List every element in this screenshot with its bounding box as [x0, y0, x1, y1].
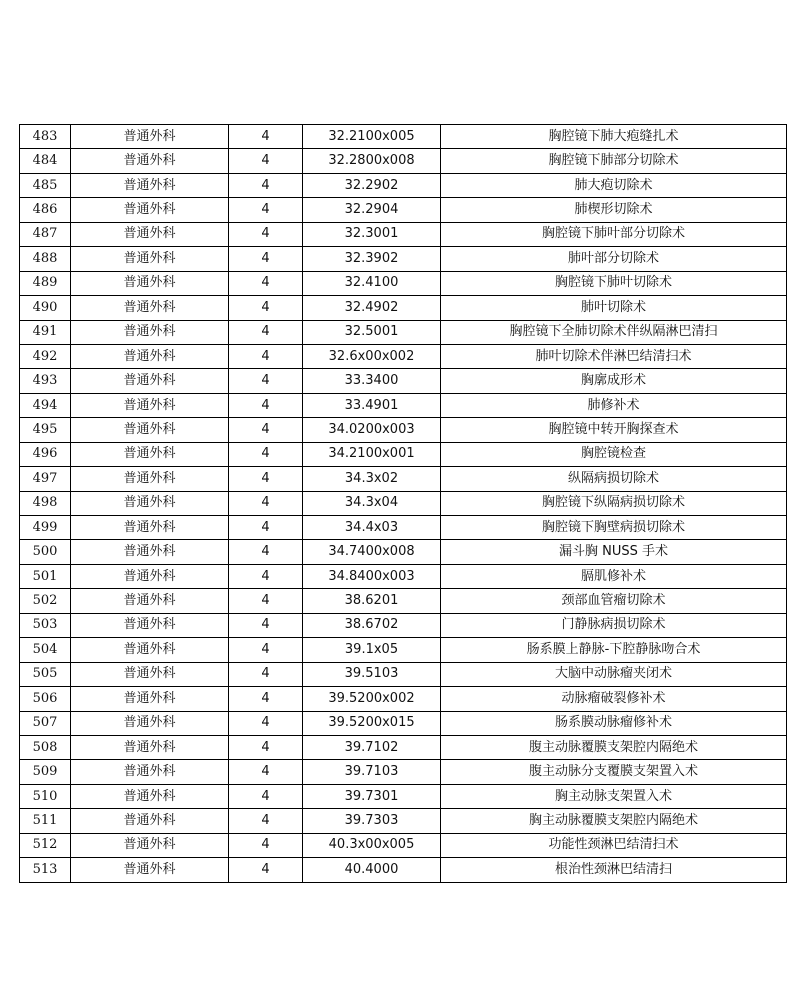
row-index-cell: 492 [20, 344, 71, 368]
row-index-cell: 494 [20, 393, 71, 417]
department-cell: 普通外科 [71, 125, 229, 149]
procedure-name-cell: 肺楔形切除术 [441, 198, 787, 222]
procedure-name-cell: 胸廓成形术 [441, 369, 787, 393]
procedure-code-cell: 32.2904 [303, 198, 441, 222]
procedure-table-body [20, 125, 787, 883]
row-index-cell: 507 [20, 711, 71, 735]
procedure-name-cell: 门静脉病损切除术 [441, 613, 787, 637]
grade-cell: 4 [229, 540, 303, 564]
table-row [20, 760, 787, 784]
procedure-name-cell: 胸腔镜中转开胸探查术 [441, 418, 787, 442]
row-index-cell: 483 [20, 125, 71, 149]
procedure-name-cell: 颈部血管瘤切除术 [441, 589, 787, 613]
table-row [20, 809, 787, 833]
procedure-code-cell: 33.3400 [303, 369, 441, 393]
department-cell: 普通外科 [71, 393, 229, 417]
department-cell: 普通外科 [71, 149, 229, 173]
grade-cell: 4 [229, 589, 303, 613]
department-cell: 普通外科 [71, 222, 229, 246]
table-row [20, 589, 787, 613]
procedure-name-cell: 肺叶切除术伴淋巴结清扫术 [441, 344, 787, 368]
grade-cell: 4 [229, 491, 303, 515]
table-row [20, 467, 787, 491]
procedure-code-cell: 32.2100x005 [303, 125, 441, 149]
row-index-cell: 506 [20, 687, 71, 711]
row-index-cell: 512 [20, 833, 71, 857]
grade-cell: 4 [229, 809, 303, 833]
table-row [20, 418, 787, 442]
row-index-cell: 488 [20, 247, 71, 271]
table-row [20, 638, 787, 662]
table-row [20, 125, 787, 149]
row-index-cell: 485 [20, 173, 71, 197]
grade-cell: 4 [229, 271, 303, 295]
procedure-code-cell: 34.3x04 [303, 491, 441, 515]
procedure-code-cell: 39.5200x015 [303, 711, 441, 735]
grade-cell: 4 [229, 418, 303, 442]
table-row [20, 369, 787, 393]
row-index-cell: 489 [20, 271, 71, 295]
procedure-code-cell: 39.5103 [303, 662, 441, 686]
row-index-cell: 486 [20, 198, 71, 222]
table-row [20, 320, 787, 344]
grade-cell: 4 [229, 149, 303, 173]
procedure-name-cell: 纵隔病损切除术 [441, 467, 787, 491]
procedure-code-cell: 32.2800x008 [303, 149, 441, 173]
department-cell: 普通外科 [71, 540, 229, 564]
procedure-code-cell: 34.7400x008 [303, 540, 441, 564]
procedure-code-cell: 32.3001 [303, 222, 441, 246]
procedure-code-cell: 34.4x03 [303, 516, 441, 540]
row-index-cell: 511 [20, 809, 71, 833]
procedure-name-cell: 胸腔镜下纵隔病损切除术 [441, 491, 787, 515]
table-row [20, 711, 787, 735]
row-index-cell: 484 [20, 149, 71, 173]
procedure-code-cell: 40.4000 [303, 858, 441, 882]
department-cell: 普通外科 [71, 516, 229, 540]
grade-cell: 4 [229, 784, 303, 808]
grade-cell: 4 [229, 442, 303, 466]
row-index-cell: 501 [20, 564, 71, 588]
row-index-cell: 490 [20, 296, 71, 320]
procedure-code-cell: 34.8400x003 [303, 564, 441, 588]
table-row [20, 296, 787, 320]
procedure-code-cell: 39.7303 [303, 809, 441, 833]
procedure-name-cell: 肠系膜上静脉-下腔静脉吻合术 [441, 638, 787, 662]
department-cell: 普通外科 [71, 638, 229, 662]
table-row [20, 613, 787, 637]
grade-cell: 4 [229, 638, 303, 662]
table-row [20, 173, 787, 197]
table-row [20, 491, 787, 515]
procedure-code-cell: 34.3x02 [303, 467, 441, 491]
department-cell: 普通外科 [71, 271, 229, 295]
table-row [20, 198, 787, 222]
table-row [20, 833, 787, 857]
department-cell: 普通外科 [71, 320, 229, 344]
grade-cell: 4 [229, 369, 303, 393]
grade-cell: 4 [229, 320, 303, 344]
department-cell: 普通外科 [71, 809, 229, 833]
grade-cell: 4 [229, 735, 303, 759]
department-cell: 普通外科 [71, 467, 229, 491]
department-cell: 普通外科 [71, 491, 229, 515]
row-index-cell: 493 [20, 369, 71, 393]
grade-cell: 4 [229, 662, 303, 686]
procedure-name-cell: 根治性颈淋巴结清扫 [441, 858, 787, 882]
procedure-name-cell: 胸腔镜下肺部分切除术 [441, 149, 787, 173]
procedure-name-cell: 胸腔镜下肺大疱缝扎术 [441, 125, 787, 149]
department-cell: 普通外科 [71, 833, 229, 857]
grade-cell: 4 [229, 833, 303, 857]
table-row [20, 564, 787, 588]
row-index-cell: 505 [20, 662, 71, 686]
grade-cell: 4 [229, 564, 303, 588]
procedure-name-cell: 腹主动脉覆膜支架腔内隔绝术 [441, 735, 787, 759]
grade-cell: 4 [229, 173, 303, 197]
grade-cell: 4 [229, 760, 303, 784]
row-index-cell: 496 [20, 442, 71, 466]
row-index-cell: 502 [20, 589, 71, 613]
procedure-code-cell: 38.6201 [303, 589, 441, 613]
procedure-code-cell: 32.2902 [303, 173, 441, 197]
row-index-cell: 495 [20, 418, 71, 442]
grade-cell: 4 [229, 344, 303, 368]
department-cell: 普通外科 [71, 369, 229, 393]
procedure-name-cell: 胸腔镜检查 [441, 442, 787, 466]
department-cell: 普通外科 [71, 247, 229, 271]
department-cell: 普通外科 [71, 760, 229, 784]
row-index-cell: 499 [20, 516, 71, 540]
procedure-code-cell: 34.2100x001 [303, 442, 441, 466]
department-cell: 普通外科 [71, 784, 229, 808]
grade-cell: 4 [229, 687, 303, 711]
procedure-code-cell: 32.6x00x002 [303, 344, 441, 368]
row-index-cell: 497 [20, 467, 71, 491]
procedure-code-cell: 39.1x05 [303, 638, 441, 662]
grade-cell: 4 [229, 613, 303, 637]
table-row [20, 540, 787, 564]
procedure-code-cell: 32.5001 [303, 320, 441, 344]
department-cell: 普通外科 [71, 418, 229, 442]
grade-cell: 4 [229, 467, 303, 491]
row-index-cell: 487 [20, 222, 71, 246]
procedure-code-cell: 40.3x00x005 [303, 833, 441, 857]
department-cell: 普通外科 [71, 711, 229, 735]
department-cell: 普通外科 [71, 344, 229, 368]
row-index-cell: 498 [20, 491, 71, 515]
table-row [20, 687, 787, 711]
department-cell: 普通外科 [71, 198, 229, 222]
procedure-name-cell: 胸主动脉覆膜支架腔内隔绝术 [441, 809, 787, 833]
procedure-name-cell: 动脉瘤破裂修补术 [441, 687, 787, 711]
procedure-code-cell: 33.4901 [303, 393, 441, 417]
table-row [20, 516, 787, 540]
department-cell: 普通外科 [71, 687, 229, 711]
department-cell: 普通外科 [71, 662, 229, 686]
department-cell: 普通外科 [71, 564, 229, 588]
procedure-name-cell: 大脑中动脉瘤夹闭术 [441, 662, 787, 686]
procedure-table [19, 124, 787, 883]
grade-cell: 4 [229, 125, 303, 149]
table-row [20, 662, 787, 686]
grade-cell: 4 [229, 393, 303, 417]
department-cell: 普通外科 [71, 735, 229, 759]
procedure-code-cell: 32.3902 [303, 247, 441, 271]
procedure-code-cell: 38.6702 [303, 613, 441, 637]
procedure-name-cell: 肠系膜动脉瘤修补术 [441, 711, 787, 735]
procedure-name-cell: 腹主动脉分支覆膜支架置入术 [441, 760, 787, 784]
row-index-cell: 491 [20, 320, 71, 344]
procedure-name-cell: 漏斗胸 NUSS 手术 [441, 540, 787, 564]
procedure-code-cell: 39.7102 [303, 735, 441, 759]
grade-cell: 4 [229, 247, 303, 271]
table-row [20, 344, 787, 368]
department-cell: 普通外科 [71, 173, 229, 197]
procedure-name-cell: 膈肌修补术 [441, 564, 787, 588]
department-cell: 普通外科 [71, 858, 229, 882]
department-cell: 普通外科 [71, 296, 229, 320]
grade-cell: 4 [229, 858, 303, 882]
department-cell: 普通外科 [71, 613, 229, 637]
grade-cell: 4 [229, 296, 303, 320]
procedure-name-cell: 胸腔镜下肺叶部分切除术 [441, 222, 787, 246]
department-cell: 普通外科 [71, 442, 229, 466]
procedure-code-cell: 32.4902 [303, 296, 441, 320]
table-row [20, 735, 787, 759]
procedure-code-cell: 39.7103 [303, 760, 441, 784]
procedure-name-cell: 胸腔镜下肺叶切除术 [441, 271, 787, 295]
procedure-code-cell: 32.4100 [303, 271, 441, 295]
row-index-cell: 510 [20, 784, 71, 808]
table-row [20, 149, 787, 173]
department-cell: 普通外科 [71, 589, 229, 613]
grade-cell: 4 [229, 198, 303, 222]
table-row [20, 393, 787, 417]
row-index-cell: 504 [20, 638, 71, 662]
procedure-name-cell: 胸腔镜下胸壁病损切除术 [441, 516, 787, 540]
table-row [20, 784, 787, 808]
procedure-name-cell: 肺大疱切除术 [441, 173, 787, 197]
procedure-code-cell: 34.0200x003 [303, 418, 441, 442]
procedure-name-cell: 肺叶切除术 [441, 296, 787, 320]
procedure-name-cell: 功能性颈淋巴结清扫术 [441, 833, 787, 857]
table-row [20, 858, 787, 882]
procedure-name-cell: 胸腔镜下全肺切除术伴纵隔淋巴清扫 [441, 320, 787, 344]
procedure-name-cell: 胸主动脉支架置入术 [441, 784, 787, 808]
procedure-name-cell: 肺修补术 [441, 393, 787, 417]
row-index-cell: 500 [20, 540, 71, 564]
procedure-code-cell: 39.5200x002 [303, 687, 441, 711]
row-index-cell: 509 [20, 760, 71, 784]
table-row [20, 247, 787, 271]
row-index-cell: 503 [20, 613, 71, 637]
row-index-cell: 508 [20, 735, 71, 759]
table-row [20, 222, 787, 246]
table-row [20, 442, 787, 466]
grade-cell: 4 [229, 711, 303, 735]
procedure-code-cell: 39.7301 [303, 784, 441, 808]
table-row [20, 271, 787, 295]
grade-cell: 4 [229, 222, 303, 246]
row-index-cell: 513 [20, 858, 71, 882]
grade-cell: 4 [229, 516, 303, 540]
procedure-name-cell: 肺叶部分切除术 [441, 247, 787, 271]
